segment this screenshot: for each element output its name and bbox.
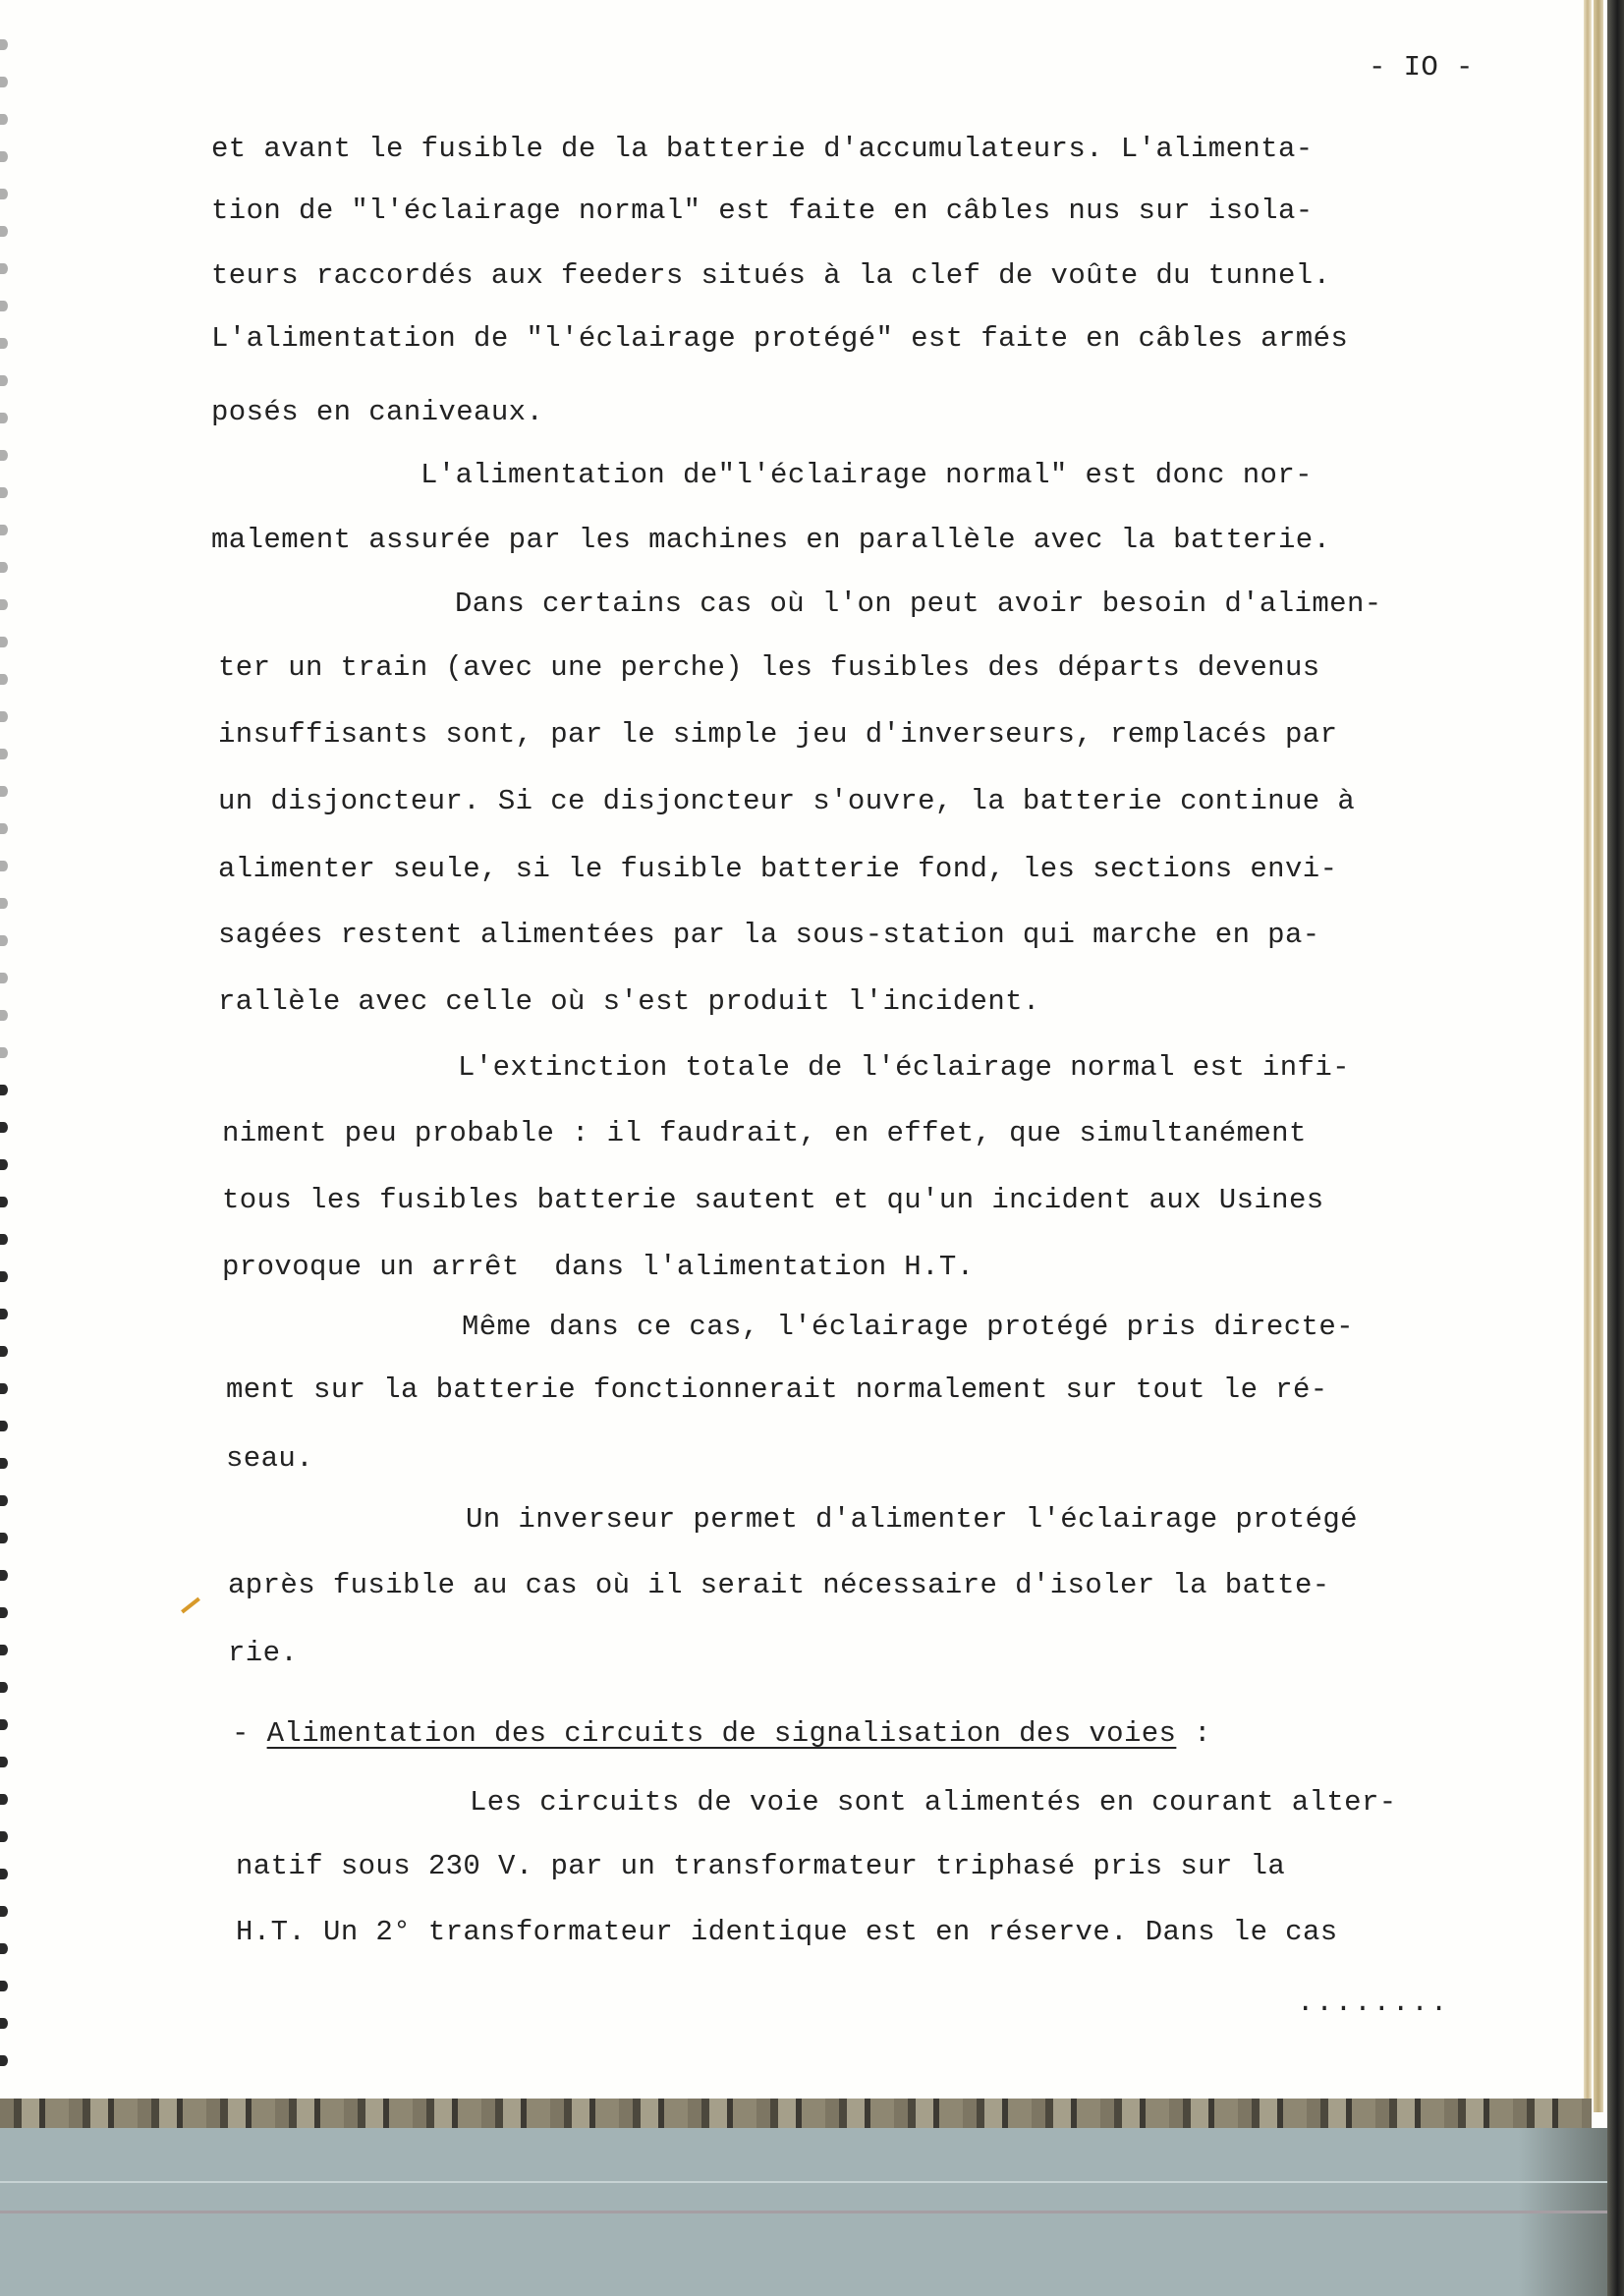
scanner-border [1607, 0, 1624, 2296]
binding-hole [0, 301, 8, 311]
binding-hole [0, 1458, 8, 1469]
binding-hole [0, 1794, 8, 1805]
binding-hole [0, 973, 8, 983]
binding-hole [0, 114, 8, 125]
binding-hole [0, 1645, 8, 1655]
text-line: posés en caniveaux. [211, 396, 544, 428]
binding-hole [0, 898, 8, 909]
heading-text: Alimentation des circuits de signalisation des voies [266, 1717, 1177, 1750]
binding-hole [0, 1533, 8, 1543]
text-line: rallèle avec celle où s'est produit l'incident. [218, 985, 1040, 1018]
text-line: rie. [228, 1637, 299, 1669]
continuation-dots: ........ [1297, 1987, 1450, 2019]
binding-hole [0, 599, 8, 610]
binding-hole [0, 1122, 8, 1133]
binding-hole [0, 375, 8, 386]
text-line: natif sous 230 V. par un transformateur triphasé pris sur la [236, 1850, 1286, 1882]
page-edge [1584, 0, 1592, 2102]
text-line: alimenter seule, si le fusible batterie fond, les sections envi- [218, 853, 1338, 885]
binding-hole [0, 39, 8, 50]
text-line: L'alimentation de"l'éclairage normal" est donc nor- [420, 459, 1313, 491]
text-line: malement assurée par les machines en parallèle avec la batterie. [211, 524, 1331, 556]
text-line: insuffisants sont, par le simple jeu d'inverseurs, remplacés par [218, 718, 1338, 751]
scanner-line [0, 2211, 1607, 2213]
text-line: un disjoncteur. Si ce disjoncteur s'ouvre, la batterie continue à [218, 785, 1356, 817]
heading-dash: - [232, 1717, 267, 1750]
text-line: provoque un arrêt dans l'alimentation H.T. [222, 1251, 975, 1283]
page-number: - IO - [1369, 51, 1474, 84]
binding-hole [0, 1869, 8, 1879]
text-line: après fusible au cas où il serait nécessaire d'isoler la batte- [228, 1569, 1330, 1601]
text-line: tion de "l'éclairage normal" est faite en câbles nus sur isola- [211, 195, 1314, 227]
text-line: teurs raccordés aux feeders situés à la clef de voûte du tunnel. [211, 259, 1331, 292]
binding-hole [0, 786, 8, 797]
binding-hole [0, 1010, 8, 1021]
binding-hole [0, 674, 8, 685]
binding-hole [0, 1309, 8, 1319]
binding-hole [0, 151, 8, 162]
text-line: niment peu probable : il faudrait, en effet, que simultanément [222, 1117, 1307, 1149]
binding-hole [0, 1719, 8, 1730]
text-line: et avant le fusible de la batterie d'accumulateurs. L'alimenta- [211, 133, 1314, 165]
binding-hole [0, 1831, 8, 1842]
binding-hole [0, 1197, 8, 1207]
binding-hole [0, 226, 8, 237]
binding-hole [0, 1495, 8, 1506]
binding-hole [0, 861, 8, 871]
binding-hole [0, 935, 8, 946]
text-line: L'extinction totale de l'éclairage normal est infi- [458, 1051, 1350, 1084]
text-line: L'alimentation de "l'éclairage protégé" est faite en câbles armés [211, 322, 1349, 355]
binding-hole [0, 1346, 8, 1357]
text-line: ment sur la batterie fonctionnerait normalement sur tout le ré- [226, 1373, 1328, 1406]
text-line: Même dans ce cas, l'éclairage protégé pris directe- [462, 1311, 1354, 1343]
binding-hole [0, 189, 8, 199]
spiral-binding [0, 0, 12, 2083]
binding-hole [0, 413, 8, 423]
binding-hole [0, 450, 8, 461]
binding-hole [0, 338, 8, 349]
text-line: Un inverseur permet d'alimenter l'éclairage protégé [466, 1503, 1358, 1536]
heading-colon: : [1176, 1717, 1211, 1750]
text-line: tous les fusibles batterie sautent et qu'un incident aux Usines [222, 1184, 1324, 1216]
text-line: H.T. Un 2° transformateur identique est en réserve. Dans le cas [236, 1916, 1338, 1948]
page-edge-stack [1594, 0, 1603, 2112]
section-heading [232, 1717, 1211, 1750]
binding-hole [0, 562, 8, 573]
binding-hole [0, 1159, 8, 1170]
binding-hole [0, 77, 8, 87]
binding-hole [0, 263, 8, 274]
binding-hole [0, 1981, 8, 1991]
binding-hole [0, 1906, 8, 1917]
binding-hole [0, 1682, 8, 1693]
binding-hole [0, 1943, 8, 1954]
binding-hole [0, 1757, 8, 1767]
binding-hole [0, 749, 8, 759]
text-line: ter un train (avec une perche) les fusibles des départs devenus [218, 651, 1320, 684]
binding-hole [0, 1421, 8, 1431]
binding-hole [0, 2018, 8, 2029]
binding-hole [0, 487, 8, 498]
binding-hole [0, 823, 8, 834]
binding-hole [0, 711, 8, 722]
binding-hole [0, 1047, 8, 1058]
scanner-line [0, 2181, 1607, 2183]
binding-hole [0, 1383, 8, 1394]
text-line: seau. [226, 1442, 314, 1475]
text-line: Dans certains cas où l'on peut avoir besoin d'alimen- [455, 588, 1382, 620]
binding-hole [0, 525, 8, 535]
binding-hole [0, 2055, 8, 2066]
binding-hole [0, 1570, 8, 1581]
text-line: sagées restent alimentées par la sous-station qui marche en pa- [218, 919, 1320, 951]
binding-hole [0, 1271, 8, 1282]
binding-hole [0, 637, 8, 647]
binding-hole [0, 1085, 8, 1095]
text-line: Les circuits de voie sont alimentés en courant alter- [470, 1786, 1397, 1819]
binding-hole [0, 1234, 8, 1245]
binding-hole [0, 1607, 8, 1618]
scanner-background [0, 2128, 1607, 2296]
background-photo-strip [0, 2099, 1592, 2128]
